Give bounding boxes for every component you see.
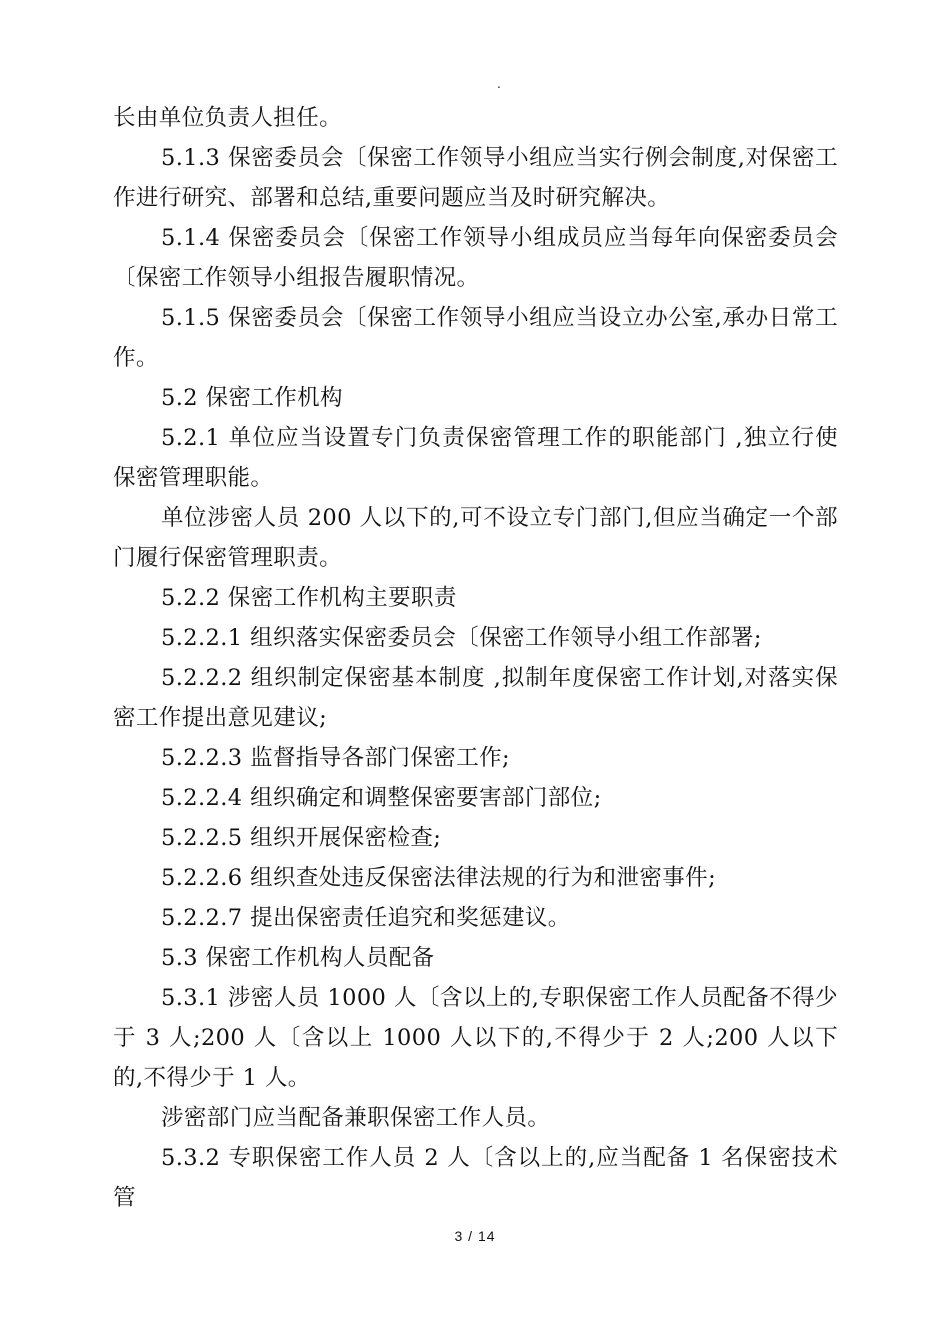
paragraph: 5.1.4 保密委员会〔保密工作领导小组成员应当每年向保密委员会〔保密工作领导小组报告履职情况。 [113,225,838,291]
list-item: 5.2.2.3 监督指导各部门保密工作; [161,745,510,771]
list-item: 5.2.2.5 组织开展保密检查; [161,825,442,851]
page-number: 3 / 14 [454,1228,496,1244]
paragraph: 单位涉密人员 200 人以下的,可不设立专门部门,但应当确定一个部门履行保密管理职责。 [113,505,838,571]
list-item: 5.2.2.6 组织查处违反保密法律法规的行为和泄密事件; [161,865,717,891]
paragraph: 5.3.2 专职保密工作人员 2 人〔含以上的,应当配备 1 名保密技术管 [113,1145,838,1211]
list-item: 5.2.2.2 组织制定保密基本制度 ,拟制年度保密工作计划,对落实保密工作提出意见建议; [113,665,838,731]
list-item: 5.2.2.1 组织落实保密委员会〔保密工作领导小组工作部署; [161,625,762,651]
paragraph: 涉密部门应当配备兼职保密工作人员。 [161,1105,551,1131]
list-item: 5.2.2.7 提出保密责任追究和奖惩建议。 [161,905,571,931]
header-dot: . [497,77,501,91]
section-heading: 5.2 保密工作机构 [161,385,343,411]
paragraph: 5.2.1 单位应当设置专门负责保密管理工作的职能部门 ,独立行使保密管理职能。 [113,425,838,491]
paragraph: 5.1.5 保密委员会〔保密工作领导小组应当设立办公室,承办日常工作。 [113,305,838,371]
paragraph: 5.1.3 保密委员会〔保密工作领导小组应当实行例会制度,对保密工作进行研究、部署和总结,重要问题应当及时研究解决。 [113,145,838,211]
section-heading: 5.2.2 保密工作机构主要职责 [161,585,457,611]
paragraph: 长由单位负责人担任。 [113,105,343,131]
paragraph: 5.3.1 涉密人员 1000 人〔含以上的,专职保密工作人员配备不得少于 3 人;200 人〔含以上 1000 人以下的,不得少于 2 人;200 人以下的,不得少于 1 人。 [113,985,838,1091]
list-item: 5.2.2.4 组织确定和调整保密要害部门部位; [161,785,602,811]
document-body [113,98,838,1218]
section-heading: 5.3 保密工作机构人员配备 [161,945,435,971]
